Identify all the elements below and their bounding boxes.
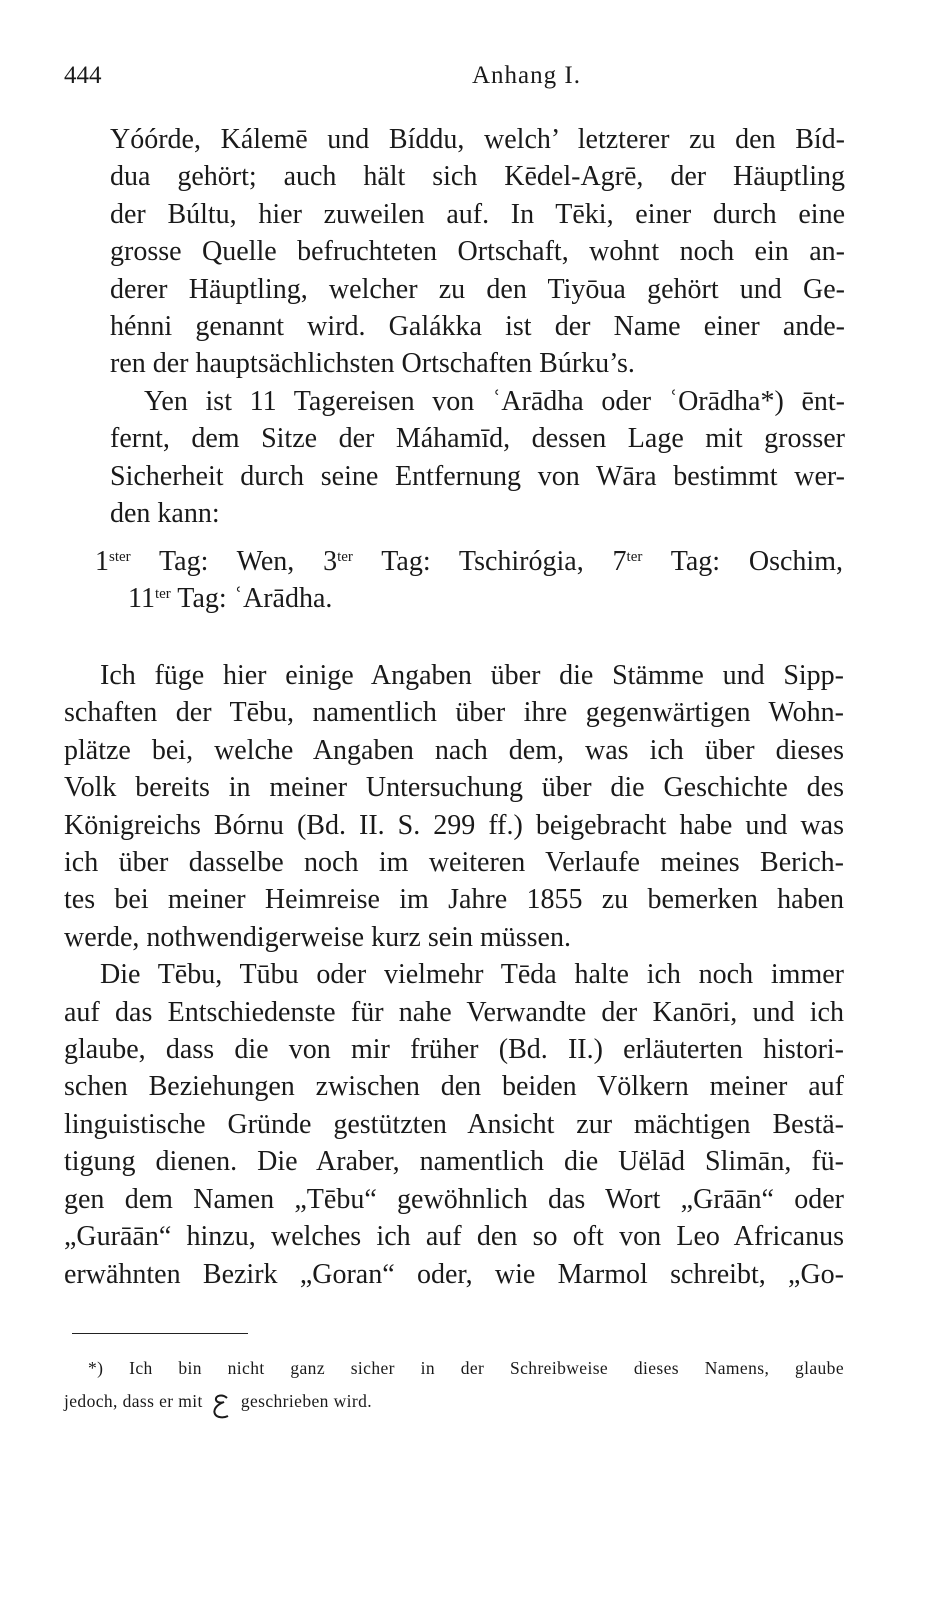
text-line: dua gehört; auch hält sich Kēdel-Agrē, der Häuptling: [110, 161, 845, 193]
page-header: [64, 62, 844, 92]
paragraph-block-2: [64, 657, 844, 1293]
itinerary: [95, 543, 843, 618]
text-line: hénni genannt wird. Galákka ist der Name einer ande-: [110, 311, 845, 343]
text-line: ich über dasselbe noch im weiteren Verlaufe meines Berich-: [64, 847, 844, 879]
text-line: tigung dienen. Die Araber, namentlich die Uëlād Slimān, fü-: [64, 1146, 844, 1178]
text-line: ren der hauptsächlichsten Ortschaften Búrku’s.: [110, 348, 635, 380]
running-title: Anhang I.: [472, 62, 581, 89]
text-line: schaften der Tēbu, namentlich über ihre gegenwärtigen Wohn-: [64, 697, 844, 729]
text-line: Yen ist 11 Tagereisen von ʿArādha oder ʿOrādha*) ēnt-: [144, 385, 845, 417]
footnote-line: jedoch, dass er mit geschrieben wird.: [64, 1385, 844, 1421]
text-line: den kann:: [110, 498, 220, 530]
text-line: schen Beziehungen zwischen den beiden Völkern meiner auf: [64, 1071, 844, 1103]
text-line: Königreichs Bórnu (Bd. II. S. 299 ff.) beigebracht habe und was: [64, 809, 844, 841]
text-line: glaube, dass die von mir früher (Bd. II.) erläuterten histori-: [64, 1034, 844, 1066]
itinerary-line: $1^{ster}$ Tag: Wen, $3^{ter}$ Tag: Tschirógia, $7^{ter}$ Tag: Oschim,: [95, 546, 843, 577]
arabic-ain-glyph: [209, 1391, 235, 1421]
text-line: „Gurāān“ hinzu, welches ich auf den so oft von Leo Africanus: [64, 1221, 844, 1253]
text-line: derer Häuptling, welcher zu den Tiyōua gehört und Ge-: [110, 273, 845, 305]
text-line: linguistische Gründe gestützten Ansicht zur mächtigen Bestä-: [64, 1108, 844, 1140]
text-line: gen dem Namen „Tēbu“ gewöhnlich das Wort „Grāān“ oder: [64, 1183, 844, 1215]
text-line: Ich füge hier einige Angaben über die Stämme und Sipp-: [100, 660, 844, 691]
text-line: der Búltu, hier zuweilen auf. In Tēki, einer durch eine: [110, 198, 845, 230]
text-line: Die Tēbu, Tūbu oder vielmehr Tēda halte ich noch immer: [100, 959, 844, 991]
text-line: Sicherheit durch seine Entfernung von Wāra bestimmt wer-: [110, 460, 845, 492]
text-line: Volk bereits in meiner Untersuchung über die Geschichte des: [64, 772, 844, 804]
footnote-divider: [72, 1333, 248, 1334]
itinerary-line: $11^{ter}$ Tag: ʿArādha.: [128, 583, 333, 615]
footnote: [64, 1352, 844, 1421]
page-number: 444: [64, 62, 102, 89]
paragraph-block-1: [110, 121, 845, 532]
text-line: auf das Entschiedenste für nahe Verwandte der Kanōri, und ich: [64, 996, 844, 1028]
text-line: fernt, dem Sitze der Máhamīd, dessen Lage mit grosser: [110, 423, 845, 455]
text-line: tes bei meiner Heimreise im Jahre 1855 zu bemerken haben: [64, 884, 844, 916]
text-line: werde, nothwendigerweise kurz sein müssen.: [64, 921, 571, 953]
text-line: Yóórde, Kálemē und Bíddu, welch’ letzterer zu den Bíd-: [110, 124, 845, 155]
text-line: grosse Quelle befruchteten Ortschaft, wohnt noch ein an-: [110, 236, 845, 268]
text-line: plätze bei, welche Angaben nach dem, was ich über dieses: [64, 734, 844, 766]
footnote-line: *) Ich bin nicht ganz sicher in der Schreibweise dieses Namens, glaube: [88, 1358, 844, 1378]
text-line: erwähnten Bezirk „Goran“ oder, wie Marmol schreibt, „Go-: [64, 1258, 844, 1290]
